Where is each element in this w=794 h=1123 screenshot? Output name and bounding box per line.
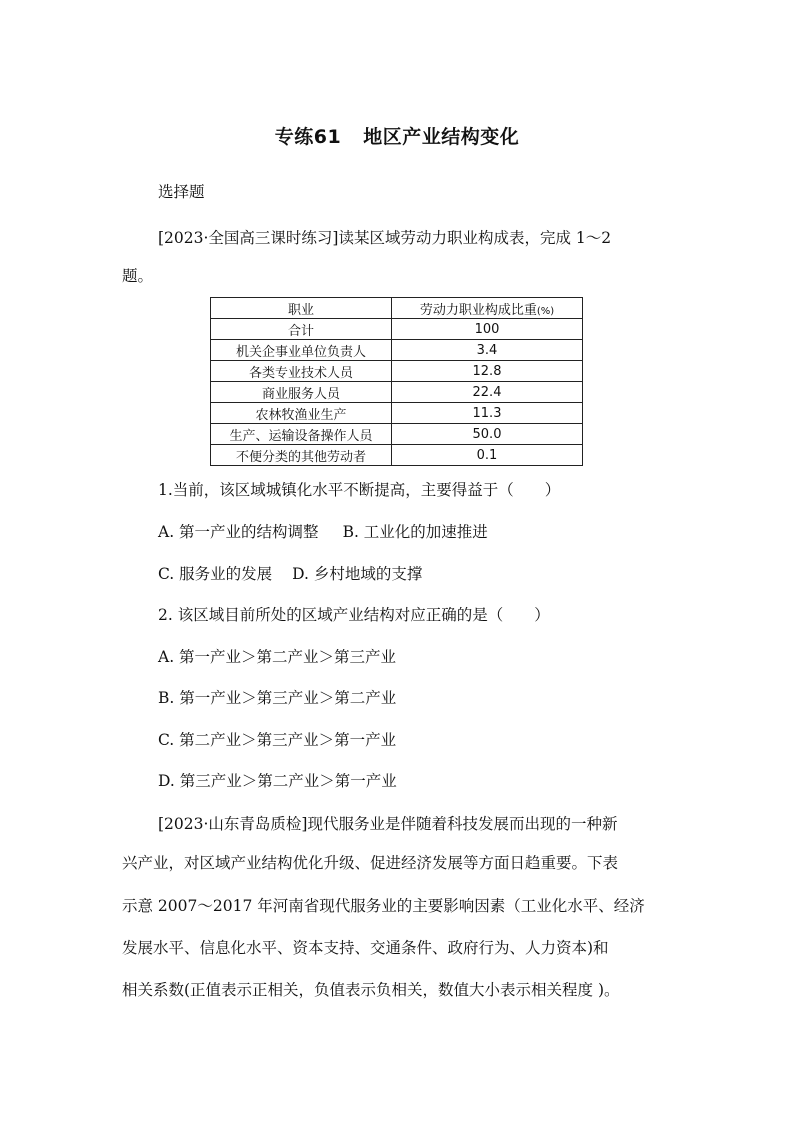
question-2-option-d: D. 第三产业＞第二产业＞第一产业 bbox=[158, 772, 397, 790]
question-2-option-a: A. 第一产业＞第二产业＞第三产业 bbox=[158, 648, 397, 666]
table-cell-share: 100 bbox=[392, 319, 583, 340]
title-text: 地区产业结构变化 bbox=[363, 126, 520, 148]
table-cell-share: 12.8 bbox=[392, 361, 583, 382]
table-cell-occupation: 生产、运输设备操作人员 bbox=[211, 424, 392, 445]
table-row bbox=[211, 361, 583, 382]
intro-1-line-2: 题。 bbox=[122, 267, 154, 285]
intro-2-line-5: 相关系数(正值表示正相关，负值表示负相关，数值大小表示相关程度 )。 bbox=[122, 981, 620, 999]
occupation-table bbox=[210, 297, 583, 466]
table-row bbox=[211, 382, 583, 403]
intro-2-line-4: 发展水平、信息化水平、资本支持、交通条件、政府行为、人力资本)和 bbox=[122, 939, 609, 957]
intro-1-line-1: [2023·全国高三课时练习]读某区域劳动力职业构成表，完成 1～2 bbox=[158, 229, 612, 247]
question-1-options-ab bbox=[158, 521, 488, 543]
table-row bbox=[211, 319, 583, 340]
table-row bbox=[211, 424, 583, 445]
table-cell-occupation: 各类专业技术人员 bbox=[211, 361, 392, 382]
table-cell-share: 22.4 bbox=[392, 382, 583, 403]
table-cell-occupation: 农林牧渔业生产 bbox=[211, 403, 392, 424]
table-header-occupation: 职业 bbox=[211, 298, 392, 319]
table-cell-occupation: 商业服务人员 bbox=[211, 382, 392, 403]
intro-2-line-1: [2023·山东青岛质检]现代服务业是伴随着科技发展而出现的一种新 bbox=[158, 815, 618, 833]
table-header-share-label: 劳动力职业构成比重 bbox=[419, 302, 537, 318]
question-1-option-d: D. 乡村地域的支撑 bbox=[292, 565, 423, 583]
question-1-option-b: B. 工业化的加速推进 bbox=[342, 523, 488, 541]
table-header-share bbox=[392, 298, 583, 319]
table-cell-share: 0.1 bbox=[392, 445, 583, 466]
table-cell-occupation: 不便分类的其他劳动者 bbox=[211, 445, 392, 466]
table-row bbox=[211, 403, 583, 424]
question-2-option-c: C. 第二产业＞第三产业＞第一产业 bbox=[158, 731, 397, 749]
table-row bbox=[211, 340, 583, 361]
page-title bbox=[0, 122, 794, 149]
table-cell-occupation: 机关企事业单位负责人 bbox=[211, 340, 392, 361]
question-2-option-b: B. 第一产业＞第三产业＞第二产业 bbox=[158, 689, 397, 707]
table-header-unit: (%) bbox=[536, 305, 555, 317]
intro-2-line-3: 示意 2007～2017 年河南省现代服务业的主要影响因素（工业化水平、经济 bbox=[122, 897, 645, 915]
intro-2-line-2: 兴产业，对区域产业结构优化升级、促进经济发展等方面日趋重要。下表 bbox=[122, 854, 619, 872]
question-1-option-a: A. 第一产业的结构调整 bbox=[158, 523, 319, 541]
table-cell-share: 50.0 bbox=[392, 424, 583, 445]
table-row bbox=[211, 445, 583, 466]
table-cell-occupation: 合计 bbox=[211, 319, 392, 340]
question-1-options-cd bbox=[158, 563, 422, 585]
section-heading: 选择题 bbox=[158, 183, 205, 201]
question-1-stem: 1.当前，该区域城镇化水平不断提高，主要得益于（ ） bbox=[158, 481, 561, 499]
table-cell-share: 3.4 bbox=[392, 340, 583, 361]
table-cell-share: 11.3 bbox=[392, 403, 583, 424]
title-number: 专练61 bbox=[274, 126, 342, 148]
table-header-row bbox=[211, 298, 583, 319]
question-2-stem: 2. 该区域目前所处的区域产业结构对应正确的是（ ） bbox=[158, 606, 550, 624]
question-1-option-c: C. 服务业的发展 bbox=[158, 565, 273, 583]
